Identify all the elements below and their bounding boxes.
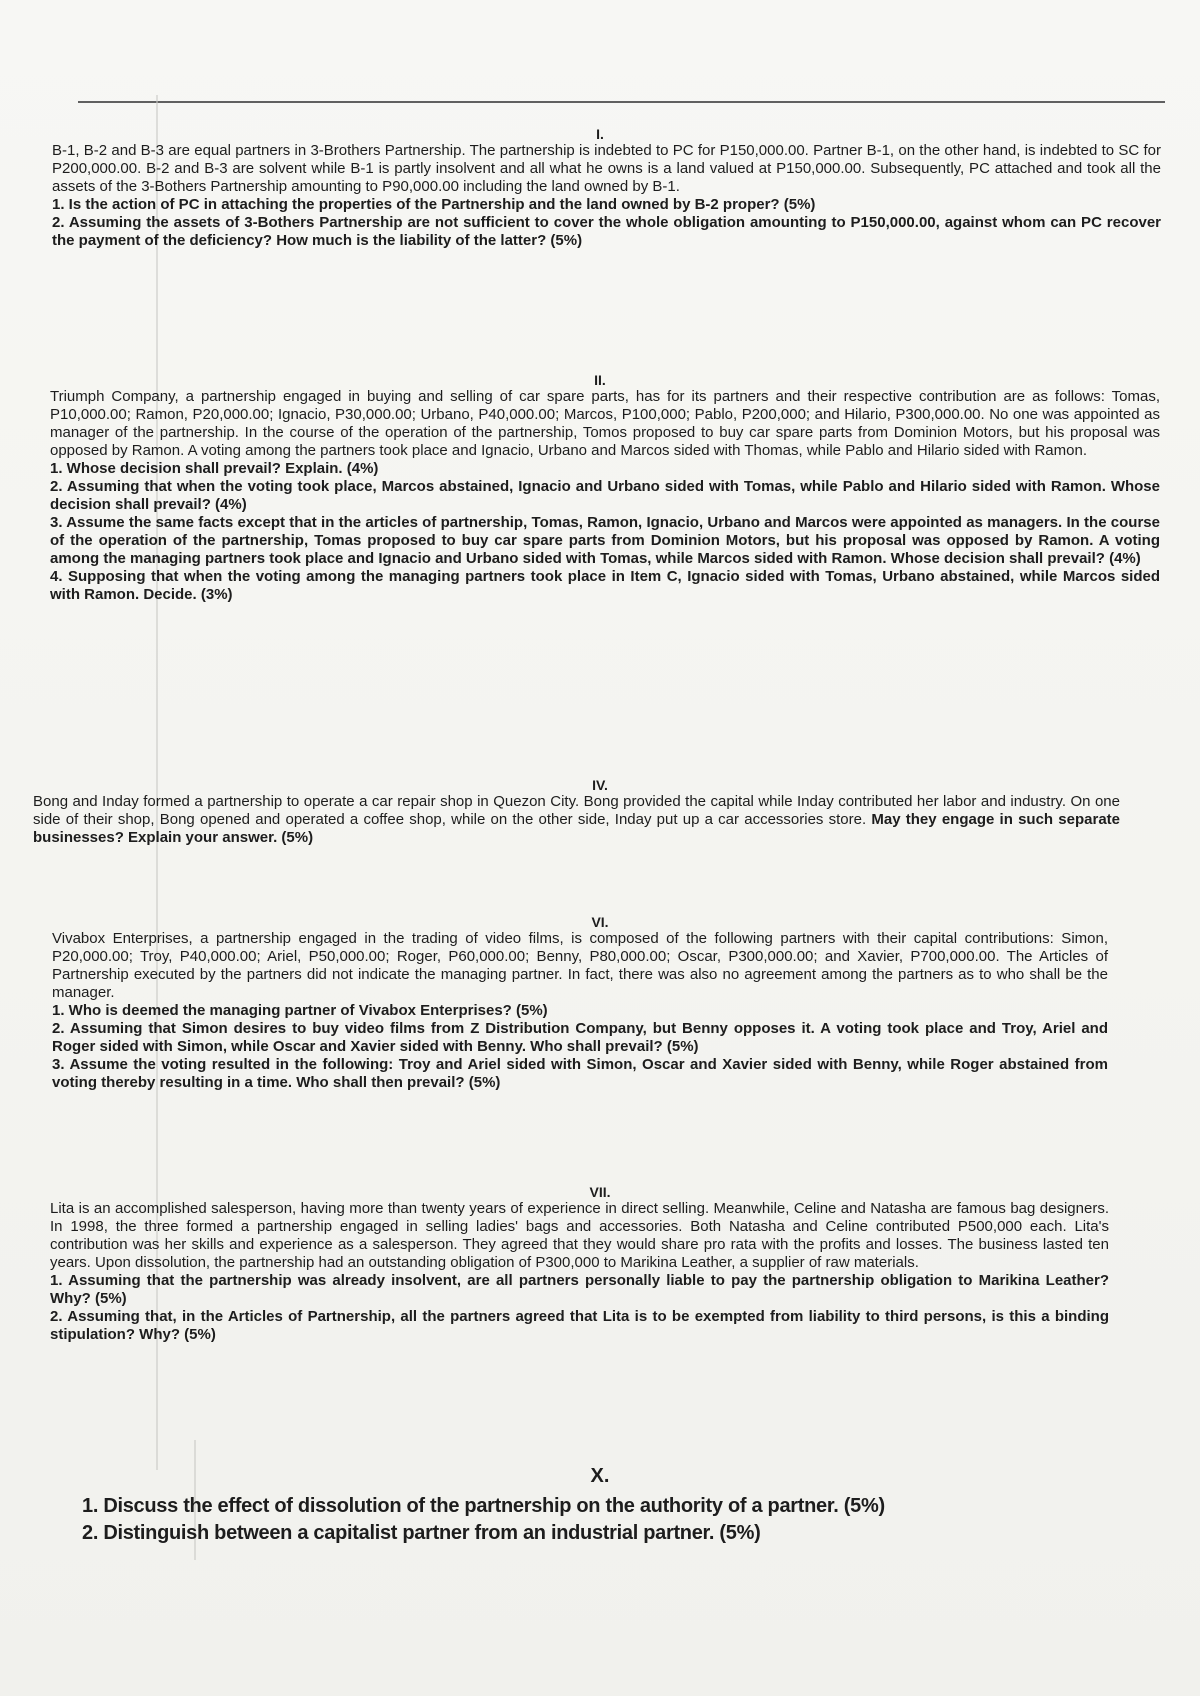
inline-question: May they engage in such separate businesses? Explain your answer. (5%): [33, 811, 1120, 846]
question-3: 3. Assume the same facts except that in the articles of partnership, Tomas, Ramon, Ignacio, Urbano and Marcos were appointed as managers. In the course of the operation of the partnership, Tomas proposed to buy car spare parts from Dominion Motors, but his proposal was opposed by Ramon. A voting among the managing partners took place and Ignacio and Urbano sided with Tomas, while Marcos sided with Ramon. Whose decision shall prevail? (4%): [50, 514, 1160, 567]
question-2: 2. Assuming the assets of 3-Bothers Partnership are not sufficient to cover the whole obligation amounting to P150,000.00, against whom can PC recover the payment of the deficiency? How much is the liability of the latter? (5%): [52, 214, 1161, 249]
section-ii: [0, 372, 1200, 604]
section-body: [33, 793, 1120, 847]
section-body: Vivabox Enterprises, a partnership engaged in the trading of video films, is composed of the following partners with their capital contributions: Simon, P20,000.00; Troy, P40,000.00; Ariel, P50,000.00; Roger, P60,000.00; Benny, P80,000.00; Oscar, P300,000.00; and Xavier, P700,000.00. The Articles of Partnership executed by the partners did not indicate the managing partner. In fact, there was also no agreement among the partners as to who shall be the manager.: [52, 930, 1108, 1001]
question-3: 3. Assume the voting resulted in the following: Troy and Ariel sided with Simon, Oscar and Xavier sided with Benny, while Roger abstained from voting thereby resulting in a time. Who shall then prevail? (5%): [52, 1056, 1108, 1091]
section-vii: [0, 1184, 1200, 1344]
question-2: 2. Assuming that, in the Articles of Partnership, all the partners agreed that Lita is to be exempted from liability to third persons, is this a binding stipulation? Why? (5%): [50, 1308, 1109, 1343]
section-heading: I.: [596, 126, 604, 142]
question-1: 1. Whose decision shall prevail? Explain. (4%): [50, 460, 379, 477]
question-2: 2. Distinguish between a capitalist partner from an industrial partner. (5%): [82, 1522, 761, 1544]
section-heading: VII.: [589, 1184, 611, 1200]
section-vi: [0, 914, 1200, 1092]
question-2: 2. Assuming that when the voting took place, Marcos abstained, Ignacio and Urbano sided with Tomas, while Pablo and Hilario sided with Ramon. Whose decision shall prevail? (4%): [50, 478, 1160, 513]
question-1: 1. Who is deemed the managing partner of Vivabox Enterprises? (5%): [52, 1002, 548, 1019]
question-1: 1. Discuss the effect of dissolution of the partnership on the authority of a partner. (5%): [82, 1495, 885, 1517]
section-iv: [0, 777, 1200, 847]
section-heading: X.: [590, 1465, 610, 1487]
question-2: 2. Assuming that Simon desires to buy video films from Z Distribution Company, but Benny opposes it. A voting took place and Troy, Ariel and Roger sided with Simon, while Oscar and Xavier sided with Benny. Who shall prevail? (5%): [52, 1020, 1108, 1055]
section-body: Triumph Company, a partnership engaged in buying and selling of car spare parts, has for its partners and their respective contribution are as follows: Tomas, P10,000.00; Ramon, P20,000.00; Ignacio, P30,000.00; Urbano, P40,000.00; Marcos, P100,000; Pablo, P200,000; and Hilario, P300,000.00. No one was appointed as manager of the partnership. In the course of the operation of the partnership, Tomos proposed to buy car spare parts from Dominion Motors, but his proposal was opposed by Ramon. A voting among the partners took place and Ignacio, Urbano and Marcos sided with Thomas, while Pablo and Hilario sided with Ramon.: [50, 388, 1160, 459]
question-4: 4. Supposing that when the voting among the managing partners took place in Item C, Ignacio sided with Tomas, Urbano abstained, while Marcos sided with Ramon. Decide. (3%): [50, 568, 1160, 603]
section-heading: VI.: [591, 914, 609, 930]
section-body: Lita is an accomplished salesperson, having more than twenty years of experience in direct selling. Meanwhile, Celine and Natasha are famous bag designers. In 1998, the three formed a partnership engaged in selling ladies' bags and accessories. Both Natasha and Celine contributed P500,000 each. Lita's contribution was her skills and experience as a salesperson. They agreed that they would share pro rata with the profits and losses. The business lasted ten years. Upon dissolution, the partnership had an outstanding obligation of P300,000 to Marikina Leather, a supplier of raw materials.: [50, 1200, 1109, 1271]
question-1: 1. Is the action of PC in attaching the properties of the Partnership and the land owned by B-2 proper? (5%): [52, 196, 816, 213]
section-heading: IV.: [592, 777, 608, 793]
section-heading: II.: [594, 372, 606, 388]
top-rule-divider: [78, 101, 1165, 103]
section-body-text: Bong and Inday formed a partnership to operate a car repair shop in Quezon City. Bong provided the capital while Inday contributed her labor and industry. On one side of their shop, Bong opened and operated a coffee shop, while on the other side, Inday put up a car accessories store.: [33, 793, 1120, 828]
section-body: B-1, B-2 and B-3 are equal partners in 3-Brothers Partnership. The partnership is indebted to PC for P150,000.00. Partner B-1, on the other hand, is indebted to SC for P200,000.00. B-2 and B-3 are solvent while B-1 is partly insolvent and all what he owns is a land valued at P150,000.00. Subsequently, PC attached and took all the assets of the 3-Bothers Partnership amounting to P90,000.00 including the land owned by B-1.: [52, 142, 1161, 195]
question-1: 1. Assuming that the partnership was already insolvent, are all partners personally liable to pay the partnership obligation to Marikina Leather? Why? (5%): [50, 1272, 1109, 1307]
section-i: [0, 126, 1200, 250]
section-x: [0, 1465, 1200, 1547]
